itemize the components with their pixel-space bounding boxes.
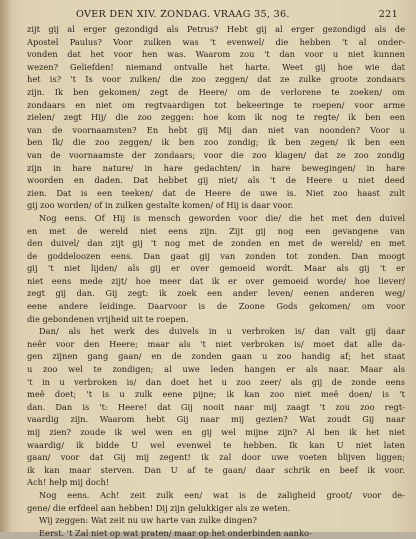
text-line: Dan/ als het werk des duivels in u verbroken is/ dan valt gij daar xyxy=(39,326,405,337)
text-line: den duivel/ dan zijt gij 't nog met de zonden en met de wereld/ en met xyxy=(27,238,405,249)
text-line: zijt gij al erger gezondigd als Petrus? Hebt gij al erger gezondigd als de xyxy=(27,24,405,34)
text-line: ben Ik/ die zoo zeggen/ ik ben zoo zondig; ik ben zegen/ ik ben een xyxy=(27,137,405,148)
text-line: zijn. Ik ben gekomen/ zegt de Heere/ om de verlorene te zoeken/ om xyxy=(27,86,405,97)
text-line: Eerst. 't Zal niet op wat praten/ maar op het onderbinden aanko- xyxy=(39,527,312,538)
text-line: meê doet; 't is u zulk eene pijne; ik kan zoo niet meê doen/ is 't xyxy=(27,389,405,400)
running-header xyxy=(30,9,400,23)
text-line: zegt gij dan. Gij zegt: ik zoek een ander leven/ eenen anderen weg/ xyxy=(27,288,405,299)
page-number: 221 xyxy=(378,9,398,20)
text-line: van de voornaamsten? En hebt gij Mij dan niet van noonden? Voor u xyxy=(27,124,405,135)
text-line: mij zien? zoude ik wel wen en gij wel mijne zijn? Al ben ik het niet xyxy=(27,427,405,437)
text-line: vonden dat het voor hen was. Waarom zou 't dan voor u niet kunnen xyxy=(27,49,405,60)
text-line: u zoo wel te zondigen; al uwe leden hangen er als naar. Maar als xyxy=(27,364,405,375)
text-line: vaardig zijn. Waarom hebt Gij naar mij gezien? Wat zoudt Gij naar xyxy=(27,414,405,425)
text-line: van de voornaamste der zondaars; voor die zoo klagen/ dat ze zoo zondig xyxy=(27,149,405,160)
text-line: gen zijnen gang gaan/ en de zonden gaan u zoo handig af; het staat xyxy=(27,351,405,362)
text-line: die gebondenen vrijheid uit te roepen. xyxy=(27,313,189,324)
text-line: gaan/ voor dat Gij mij zegent! ik zal door uwe voeten blijven liggen; xyxy=(27,452,405,463)
text-line: zielen/ zegt Hij/ die zoo zeggen: hoe kom ik nog te regte/ ik ben een xyxy=(27,112,405,123)
text-line: gene/ die erfdeel aan hebben! Dij zijn gelukkiger als ze weten. xyxy=(27,502,291,513)
text-line: het is? 't Is voor zulken/ die zoo zeggen/ dat ze zulke groote zondaars xyxy=(27,74,405,85)
page-gutter-shadow xyxy=(0,0,12,532)
text-line: Nog eens. Ach! zeit zulk een/ wat is de zaligheid groot/ voor de- xyxy=(39,489,405,500)
text-line: ik kan maar sterven. Dan U af te gaan/ daar schrik en beef ik voor. xyxy=(27,464,405,475)
body-text xyxy=(27,23,405,539)
text-line: zijn in hare nature/ in hare gedachten/ in hare bewegingen/ in hare xyxy=(27,162,405,173)
text-line: dan. Dan is 't: Heere! dat Gij nooit naar mij zaagt 't zou zoo regt- xyxy=(27,401,405,412)
text-line: waardig/ ik bidde U wel evenwel te hebben. Ik kan U niet laten xyxy=(27,439,405,450)
text-line: Wij zeggen: Wat zeit nu uw harte van zulke dingen? xyxy=(39,515,257,526)
text-line: eene andere leidinge. Daarvoor is de Zoone Gods gekomen/ om voor xyxy=(27,301,405,312)
text-line: neêr voor den Heere; maar als 't niet verbroken is/ moet dat alle da- xyxy=(27,338,405,349)
text-line: wezen? Geliefden! niemand ontvalle het harte. Weet gij hoe wie dat xyxy=(27,61,405,72)
text-line: niet eens mede zijt/ hoe meer dat ik er over gemoeid worde/ hoe liever/ xyxy=(27,275,405,286)
text-line: woorden en daden. Dat hebbet gij niet/ als 't de Heere u niet deed xyxy=(27,175,405,186)
text-line: gij zoo worden/ of in zulken gestalte komen/ of Hij is daar voor. xyxy=(27,200,294,211)
text-line: Ach! help mij doch! xyxy=(27,477,110,488)
text-line: de goddeloozen eens. Dan gaat gij van zonden tot zonden. Dan moogt xyxy=(27,250,405,261)
text-line: en met de wereld niet eens zijn. Zijt gij nog een gevangene van xyxy=(27,225,405,236)
running-title: OVER DEN XIV. ZONDAG. VRAAG 35, 36. xyxy=(76,9,290,20)
text-line: gij 't niet lijden/ als gij er over gemoeid wordt. Maar als gij 't er xyxy=(27,263,405,274)
text-line: zien. Dat is een teeken/ dat de Heere de uwe is. Niet zoo haast zult xyxy=(27,187,405,198)
text-line: Apostel Paulus? Voor zulken was 't evenwel/ die hebben 't al onder- xyxy=(27,36,405,47)
text-line: Nog eens. Of Hij is mensch geworden voor die/ die het met den duivel xyxy=(39,212,405,223)
text-line: 't in u verbroken is/ dan doet het u zoo zeer/ als gij de zonde eens xyxy=(27,376,405,387)
text-line: zondaars en niet om regtvaardigen tot bekeeringe te roepen/ voor arme xyxy=(27,99,405,110)
